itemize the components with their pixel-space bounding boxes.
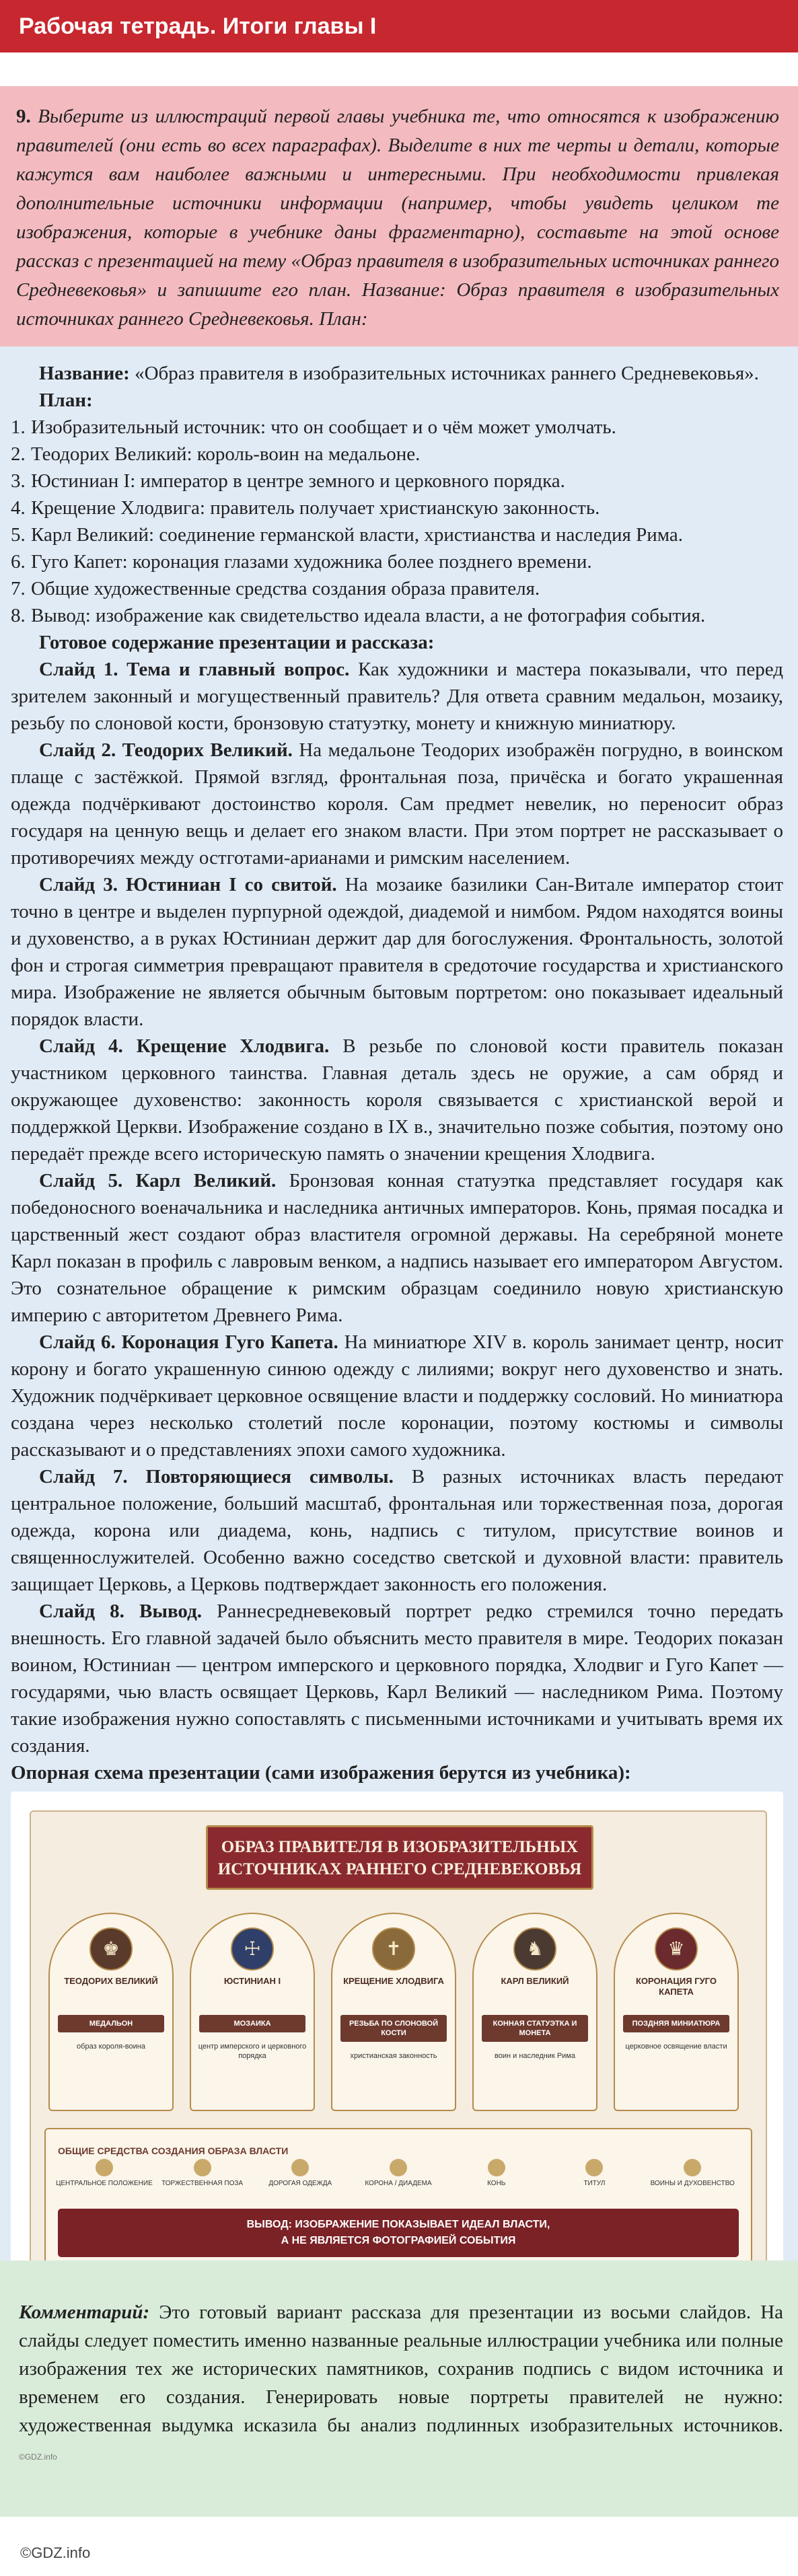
arch-name: КРЕЩЕНИЕ ХЛОДВИГА [343, 1976, 444, 1986]
slide-title: Слайд 4. Крещение Хлодвига. [39, 1035, 330, 1057]
means-panel [44, 2128, 752, 2266]
scheme-poster [30, 1810, 767, 2278]
means-row [55, 2159, 741, 2202]
arch-name: ЮСТИНИАН I [223, 1976, 281, 1986]
watermark: ©GDZ.info [19, 2452, 57, 2462]
slide-paragraph: Слайд 6. Коронация Гуго Капета. На миниатюре XIV в. король занимает центр, носит корону и богато украшенную синюю одежду с лилиями; вокруг него духовенство и знать. Художник подчёркивает церковное освящение власти и поддержку сословий. Но миниатюра создана через несколько столетий после коронации, поэтому костюмы и символы рассказывают и о представлениях эпохи самого художника. [11, 1331, 783, 1461]
emblem-icon [291, 2159, 309, 2176]
answer-block [0, 346, 798, 2260]
means-item: ВОИНЫ И ДУХОВЕНСТВО [643, 2159, 741, 2202]
comment-text: Это готовый вариант рассказа для презентации из восьми слайдов. На слайды следует поместить именно названные реальные иллюстрации учебника или полные изображения тех же исторических памятников, сохранив подпись с видом источника и временем его создания. Генерировать новые портреты правителей не нужно: художественная выдумка исказила бы анализ подлинных изобразительных источников. [19, 2302, 784, 2436]
slide-paragraph: Слайд 1. Тема и главный вопрос. Как художники и мастера показывали, что перед зрителем законный и могущественный правитель? Для ответа сравним медальон, мозаику, резьбу по слоновой кости, бронзовую статуэтку, монету и книжную миниатюру. [11, 659, 783, 734]
means-item: ДОРОГАЯ ОДЕЖДА [251, 2159, 349, 2202]
horse-icon: ♞ [513, 1927, 556, 1971]
slide-paragraph: Слайд 8. Вывод. Раннесредневековый портрет редко стремился точно передать внешность. Его главной задачей было объяснить место правителя в мире. Теодорих показан воином, Юстиниан — центром имперского и церковного порядка, Хлодвиг и Гуго Капет — государями, чью власть освящает Церковь, Карл Великий — наследником Рима. Поэтому такие изображения нужно сопоставлять с письменными источниками и учитывать время их создания. [11, 1600, 784, 1757]
page-header [0, 0, 798, 52]
conclusion-line: А НЕ ЯВЛЯЕТСЯ ФОТОГРАФИЕЙ СОБЫТИЯ [281, 2235, 516, 2246]
means-item: КОНЬ [447, 2159, 546, 2202]
slide-title: Слайд 8. Вывод. [39, 1600, 203, 1622]
arch-card [472, 1913, 597, 2111]
conclusion-line: ВЫВОД: ИЗОБРАЖЕНИЕ ПОКАЗЫВАЕТ ИДЕАЛ ВЛАСТИ, [246, 2219, 550, 2230]
arch-name: ТЕОДОРИХ ВЕЛИКИЙ [64, 1976, 158, 1986]
arch-caption: ПОЗДНЯЯ МИНИАТЮРА [623, 2015, 729, 2032]
slide-paragraph: Слайд 7. Повторяющиеся символы. В разных источниках власть передают центральное положение, больший масштаб, фронтальная или торжественная поза, дорогая одежда, корона или диадема, конь, надпись с титулом, присутствие воинов и священнослужителей. Особенно важно соседство светской и духовной власти: правитель защищает Церковь, а Церковь подтверждает законность его положения. [11, 1466, 784, 1595]
arch-caption: МОЗАИКА [199, 2015, 305, 2032]
slide-paragraph: Слайд 4. Крещение Хлодвига. В резьбе по слоновой кости правитель показан участником церковного таинства. Главная деталь здесь не оружие, а сам обряд и окружающее духовенство: законность короля связывается с христианской верой и поддержкой Церкви. Изображение создано в IX в., значительно позже события, поэтому оно передаёт прежде всего историческую память о значении крещения Хлодвига. [11, 1035, 783, 1165]
plan-item: 6. Гуго Капет: коронация глазами художника более позднего времени. [11, 551, 592, 573]
plan-item: 5. Карл Великий: соединение германской власти, христианства и наследия Рима. [11, 524, 684, 546]
means-title: ОБЩИЕ СРЕДСТВА СОЗДАНИЯ ОБРАЗА ВЛАСТИ [58, 2145, 289, 2156]
arch-name: КАРЛ ВЕЛИКИЙ [501, 1976, 569, 1986]
plan-item: 1. Изобразительный источник: что он сообщает и о чём может умолчать. [11, 416, 616, 438]
baptism-cross-icon: ✝ [372, 1927, 415, 1971]
scheme-banner: ОБРАЗ ПРАВИТЕЛЯ В ИЗОБРАЗИТЕЛЬНЫХ ИСТОЧНИКАХ РАННЕГО СРЕДНЕВЕКОВЬЯ [206, 1825, 593, 1890]
plan-list [11, 414, 783, 629]
task-number: 9. [16, 106, 31, 127]
task-text: Выберите из иллюстраций первой главы учебника те, что относятся к изображению правителей (они есть во всех параграфах). Выделите в них те черты и детали, которые кажутся вам наиболее важными и интересными. При необходимости привлекая дополнительные источники информации (например, чтобы увидеть целиком те изображения, которые в учебнике даны фрагментарно), составьте на этой основе рассказ с презентацией на тему «Образ правителя в изобразительных источниках раннего Средневековья» и запишите его план. Название: Образ правителя в изобразительных источниках раннего Средневековья. План: [16, 106, 779, 330]
means-item: ТИТУЛ [546, 2159, 644, 2202]
plan-heading [11, 387, 783, 414]
comment-lead: Комментарий: [19, 2302, 150, 2323]
arch-desc: центр имперского и церковного порядка [198, 2043, 307, 2060]
arch-desc: воин и наследник Рима [495, 2052, 575, 2060]
emblem-icon [194, 2159, 211, 2176]
slide-title: Слайд 6. Коронация Гуго Капета. [39, 1331, 338, 1353]
slide-paragraph: Слайд 2. Теодорих Великий. На медальоне Теодорих изображён погрудно, в воинском плаще с застёжкой. Прямой взгляд, фронтальная поза, причёска и богато украшенная одежда подчёркивают достоинство короля. Сам предмет невелик, но переносит образ государя на ценную вещь и делает его знаком власти. При этом портрет не рассказывает о противоречиях между остготами-арианами и римским населением. [11, 739, 783, 869]
means-item: ТОРЖЕСТВЕННАЯ ПОЗА [153, 2159, 252, 2202]
emblem-icon [390, 2159, 407, 2176]
arch-caption: МЕДАЛЬОН [58, 2015, 164, 2032]
slide-title: Слайд 7. Повторяющиеся символы. [39, 1466, 394, 1487]
cross-icon: ☩ [231, 1927, 274, 1971]
title-text: «Образ правителя в изобразительных источниках раннего Средневековья». [135, 363, 759, 384]
plan-item: 8. Вывод: изображение как свидетельство идеала власти, а не фотография события. [11, 605, 706, 626]
plan-item: 7. Общие художественные средства создания образа правителя. [11, 578, 540, 599]
arch-name: КОРОНАЦИЯ ГУГО КАПЕТА [636, 1976, 717, 1997]
slide-title: Слайд 5. Карл Великий. [39, 1170, 277, 1191]
plan-item: 4. Крещение Хлодвига: правитель получает христианскую законность. [11, 497, 600, 519]
slide-paragraph: Слайд 3. Юстиниан I со свитой. На мозаике базилики Сан-Витале император стоит точно в центре и выделен пурпурной одеждой, диадемой и нимбом. Рядом находятся воины и духовенство, а в руках Юстиниан держит дар для богослужения. Фронтальность, золотой фон и строгая симметрия превращают правителя в средоточие государства и христианского мира. Изображение не является обычным бытовым портретом: оно показывает идеальный порядок власти. [11, 874, 784, 1030]
arch-card [614, 1913, 739, 2111]
emblem-icon [585, 2159, 603, 2176]
arch-desc: христианская законность [350, 2052, 437, 2060]
emblem-icon [96, 2159, 113, 2176]
arch-desc: церковное освящение власти [625, 2043, 727, 2051]
plan-label: План: [39, 390, 93, 411]
slide-title: Слайд 3. Юстиниан I со свитой. [39, 874, 337, 895]
comment-block [0, 2260, 798, 2517]
plan-item: 2. Теодорих Великий: король-воин на медальоне. [11, 443, 421, 465]
ready-heading: Готовое содержание презентации и рассказа: [39, 632, 435, 653]
means-item: КОРОНА / ДИАДЕМА [349, 2159, 447, 2202]
crown-icon: ♚ [89, 1927, 133, 1971]
slide-paragraph: Слайд 5. Карл Великий. Бронзовая конная статуэтка представляет государя как победоносного военачальника и наследника античных императоров. Конь, прямая посадка и царственный жест создают образ властителя огромной державы. На серебряной монете Карл показан в профиль с лавровым венком, а надпись называет его императором Августом. Это сознательное обращение к римским образцам соединило новую христианскую империю с авторитетом Древнего Рима. [11, 1170, 784, 1326]
arch-card [48, 1913, 174, 2111]
means-item: ЦЕНТРАЛЬНОЕ ПОЛОЖЕНИЕ [55, 2159, 153, 2202]
arch-card [190, 1913, 315, 2111]
footer-copyright: ©GDZ.info [20, 2544, 91, 2561]
scheme-figure [11, 1792, 783, 2299]
arch-caption: РЕЗЬБА ПО СЛОНОВОЙ КОСТИ [340, 2015, 447, 2042]
arch-caption: КОННАЯ СТАТУЭТКА И МОНЕТА [482, 2015, 588, 2042]
emblem-icon [684, 2159, 701, 2176]
answer-title [11, 360, 783, 387]
queen-crown-icon: ♛ [655, 1927, 698, 1971]
arch-card [331, 1913, 456, 2111]
header-title: Рабочая тетрадь. Итоги главы I [19, 13, 377, 39]
conclusion-banner [58, 2209, 739, 2257]
emblem-icon [488, 2159, 505, 2176]
task-block [0, 86, 798, 346]
slide-title: Слайд 2. Теодорих Великий. [39, 739, 293, 761]
scheme-heading: Опорная схема презентации (сами изображения берутся из учебника): [11, 1762, 631, 1783]
plan-item: 3. Юстиниан I: император в центре земного и церковного порядка. [11, 470, 565, 492]
arch-desc: образ короля-воина [77, 2043, 145, 2051]
title-label: Название: [39, 363, 130, 384]
slide-title: Слайд 1. Тема и главный вопрос. [39, 659, 350, 680]
